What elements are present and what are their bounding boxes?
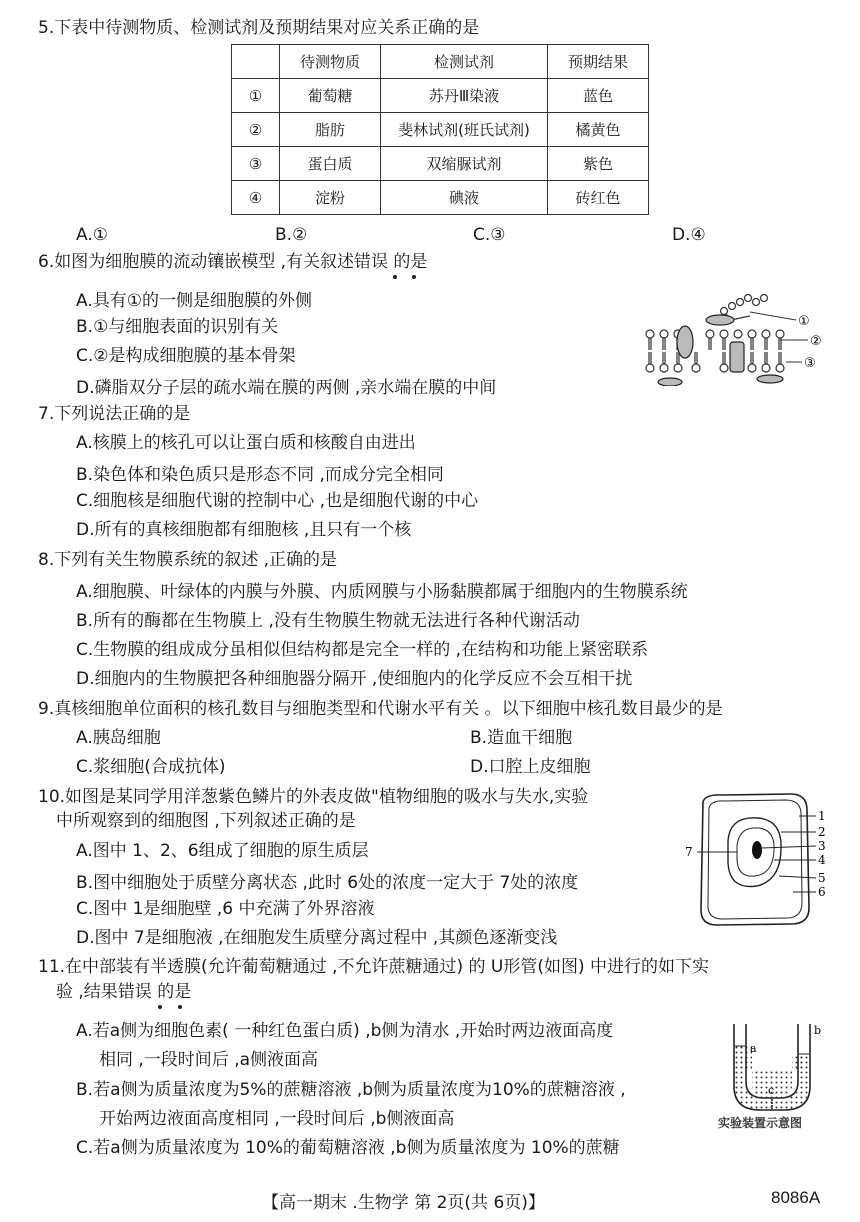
table-cell: 苏丹Ⅲ染液 — [381, 79, 548, 113]
q5-option-a[interactable]: A.① — [76, 225, 108, 245]
q10-option-a[interactable]: A.图中 1、2、6组成了细胞的原生质层 — [76, 841, 369, 861]
figure-label: 7 — [685, 845, 693, 859]
q9-option-d[interactable]: D.口腔上皮细胞 — [470, 757, 591, 777]
figure-label: 6 — [818, 885, 826, 899]
q9-stem: 9.真核细胞单位面积的核孔数目与细胞类型和代谢水平有关 。以下细胞中核孔数目最少的是 — [38, 699, 723, 719]
q8-stem: 8.下列有关生物膜系统的叙述 ,正确的是 — [38, 550, 338, 570]
q10-option-d[interactable]: D.图中 7是细胞液 ,在细胞发生质壁分离过程中 ,其颜色逐渐变浅 — [76, 928, 558, 948]
figure-label: 1 — [818, 809, 826, 823]
q11-option-a-line2: 相同 ,一段时间后 ,a侧液面高 — [99, 1050, 319, 1070]
q5-option-d[interactable]: D.④ — [672, 225, 706, 245]
q11-option-b-line1[interactable]: B.若a侧为质量浓度为5%的蔗糖溶液 ,b侧为质量浓度为10%的蔗糖溶液 , — [76, 1080, 626, 1100]
table-cell: ④ — [232, 181, 280, 215]
emphasis-dot — [393, 275, 397, 279]
q8-option-c[interactable]: C.生物膜的组成成分虽相似但结构都是完全一样的 ,在结构和功能上紧密联系 — [76, 640, 649, 660]
q5-option-c[interactable]: C.③ — [473, 225, 506, 245]
q10-option-b[interactable]: B.图中细胞处于质壁分离状态 ,此时 6处的浓度一定大于 7处的浓度 — [76, 873, 579, 893]
q6-option-a[interactable]: A.具有①的一侧是细胞膜的外侧 — [76, 291, 312, 311]
q6-option-c[interactable]: C.②是构成细胞膜的基本骨架 — [76, 346, 296, 366]
q8-option-d[interactable]: D.细胞内的生物膜把各种细胞器分隔开 ,使细胞内的化学反应不会互相干扰 — [76, 669, 633, 689]
table-cell: 碘液 — [381, 181, 548, 215]
emphasis-dot — [178, 1005, 182, 1009]
table-row — [232, 147, 649, 181]
table-cell: 脂肪 — [280, 113, 381, 147]
q7-option-c[interactable]: C.细胞核是细胞代谢的控制中心 ,也是细胞代谢的中心 — [76, 491, 479, 511]
q11-option-c-line1[interactable]: C.若a侧为质量浓度为 10%的葡萄糖溶液 ,b侧为质量浓度为 10%的蔗糖 — [76, 1138, 620, 1158]
table-cell: ② — [232, 113, 280, 147]
figure-label: 5 — [818, 871, 826, 885]
table-row — [232, 79, 649, 113]
q9-option-c[interactable]: C.浆细胞(合成抗体) — [76, 757, 226, 777]
figure-label: 2 — [818, 825, 826, 839]
q8-option-a[interactable]: A.细胞膜、叶绿体的内膜与外膜、内质网膜与小肠黏膜都属于细胞内的生物膜系统 — [76, 582, 688, 602]
table-cell: 蛋白质 — [280, 147, 381, 181]
figure-label: a — [750, 1042, 757, 1055]
q9-option-a[interactable]: A.胰岛细胞 — [76, 728, 161, 748]
q10-stem-line2: 中所观察到的细胞图 ,下列叙述正确的是 — [56, 811, 356, 831]
figure-label: 3 — [818, 839, 826, 853]
table-cell: ③ — [232, 147, 280, 181]
plant-cell-figure — [683, 790, 829, 930]
table-header-cell: 待测物质 — [280, 45, 381, 79]
q7-option-a[interactable]: A.核膜上的核孔可以让蛋白质和核酸自由进出 — [76, 433, 416, 453]
q5-table — [231, 44, 649, 215]
emphasis-dot — [412, 275, 416, 279]
table-cell: 蓝色 — [548, 79, 649, 113]
table-header-cell: 检测试剂 — [381, 45, 548, 79]
table-cell: 淀粉 — [280, 181, 381, 215]
paper-code: 8086A — [771, 1188, 821, 1207]
q7-option-d[interactable]: D.所有的真核细胞都有细胞核 ,且只有一个核 — [76, 520, 412, 540]
table-cell: 橘黄色 — [548, 113, 649, 147]
table-cell: 砖红色 — [548, 181, 649, 215]
cell-membrane-figure — [640, 290, 826, 386]
q11-option-b-line2: 开始两边液面高度相同 ,一段时间后 ,b侧液面高 — [99, 1109, 455, 1129]
q6-stem: 6.如图为细胞膜的流动镶嵌模型 ,有关叙述错误 的是 — [38, 252, 428, 272]
q6-option-b[interactable]: B.①与细胞表面的识别有关 — [76, 317, 279, 337]
table-cell: 紫色 — [548, 147, 649, 181]
table-header-cell: 预期结果 — [548, 45, 649, 79]
q8-option-b[interactable]: B.所有的酶都在生物膜上 ,没有生物膜生物就无法进行各种代谢活动 — [76, 611, 580, 631]
q11-option-a-line1[interactable]: A.若a侧为细胞色素( 一种红色蛋白质) ,b侧为清水 ,开始时两边液面高度 — [76, 1021, 614, 1041]
table-cell: 葡萄糖 — [280, 79, 381, 113]
q7-option-b[interactable]: B.染色体和染色质只是形态不同 ,而成分完全相同 — [76, 465, 444, 485]
table-header-cell — [232, 45, 280, 79]
page-footer: 【高一期末 .生物学 第 2页(共 6页)】 — [262, 1193, 545, 1213]
table-cell: 斐林试剂(班氏试剂) — [381, 113, 548, 147]
q7-stem: 7.下列说法正确的是 — [38, 404, 191, 424]
q9-option-b[interactable]: B.造血干细胞 — [470, 728, 573, 748]
figure-label: c — [768, 1084, 775, 1097]
table-cell: ① — [232, 79, 280, 113]
table-row — [232, 181, 649, 215]
q5-stem: 5.下表中待测物质、检测试剂及预期结果对应关系正确的是 — [38, 18, 480, 38]
q5-option-b[interactable]: B.② — [275, 225, 308, 245]
table-cell: 双缩脲试剂 — [381, 147, 548, 181]
q10-stem-line1: 10.如图是某同学用洋葱紫色鳞片的外表皮做"植物细胞的吸水与失水,实验 — [38, 787, 589, 807]
figure-label: 4 — [818, 853, 826, 867]
figure-label: ② — [810, 334, 822, 349]
q11-stem-line1: 11.在中部装有半透膜(允许葡萄糖通过 ,不允许蔗糖通过) 的 U形管(如图) 中进行的如下实 — [38, 957, 710, 977]
figure-label: ① — [798, 314, 810, 329]
q11-stem-line2: 验 ,结果错误 的是 — [56, 982, 192, 1002]
q6-option-d[interactable]: D.磷脂双分子层的疏水端在膜的两侧 ,亲水端在膜的中间 — [76, 378, 497, 398]
u-tube-figure — [714, 1020, 828, 1132]
emphasis-dot — [158, 1005, 162, 1009]
table-header-row — [232, 45, 649, 79]
figure-label: b — [814, 1024, 822, 1037]
figure-label: ③ — [804, 356, 816, 371]
figure-caption: 实验装置示意图 — [718, 1116, 803, 1130]
q10-option-c[interactable]: C.图中 1是细胞壁 ,6 中充满了外界溶液 — [76, 899, 375, 919]
table-row — [232, 113, 649, 147]
